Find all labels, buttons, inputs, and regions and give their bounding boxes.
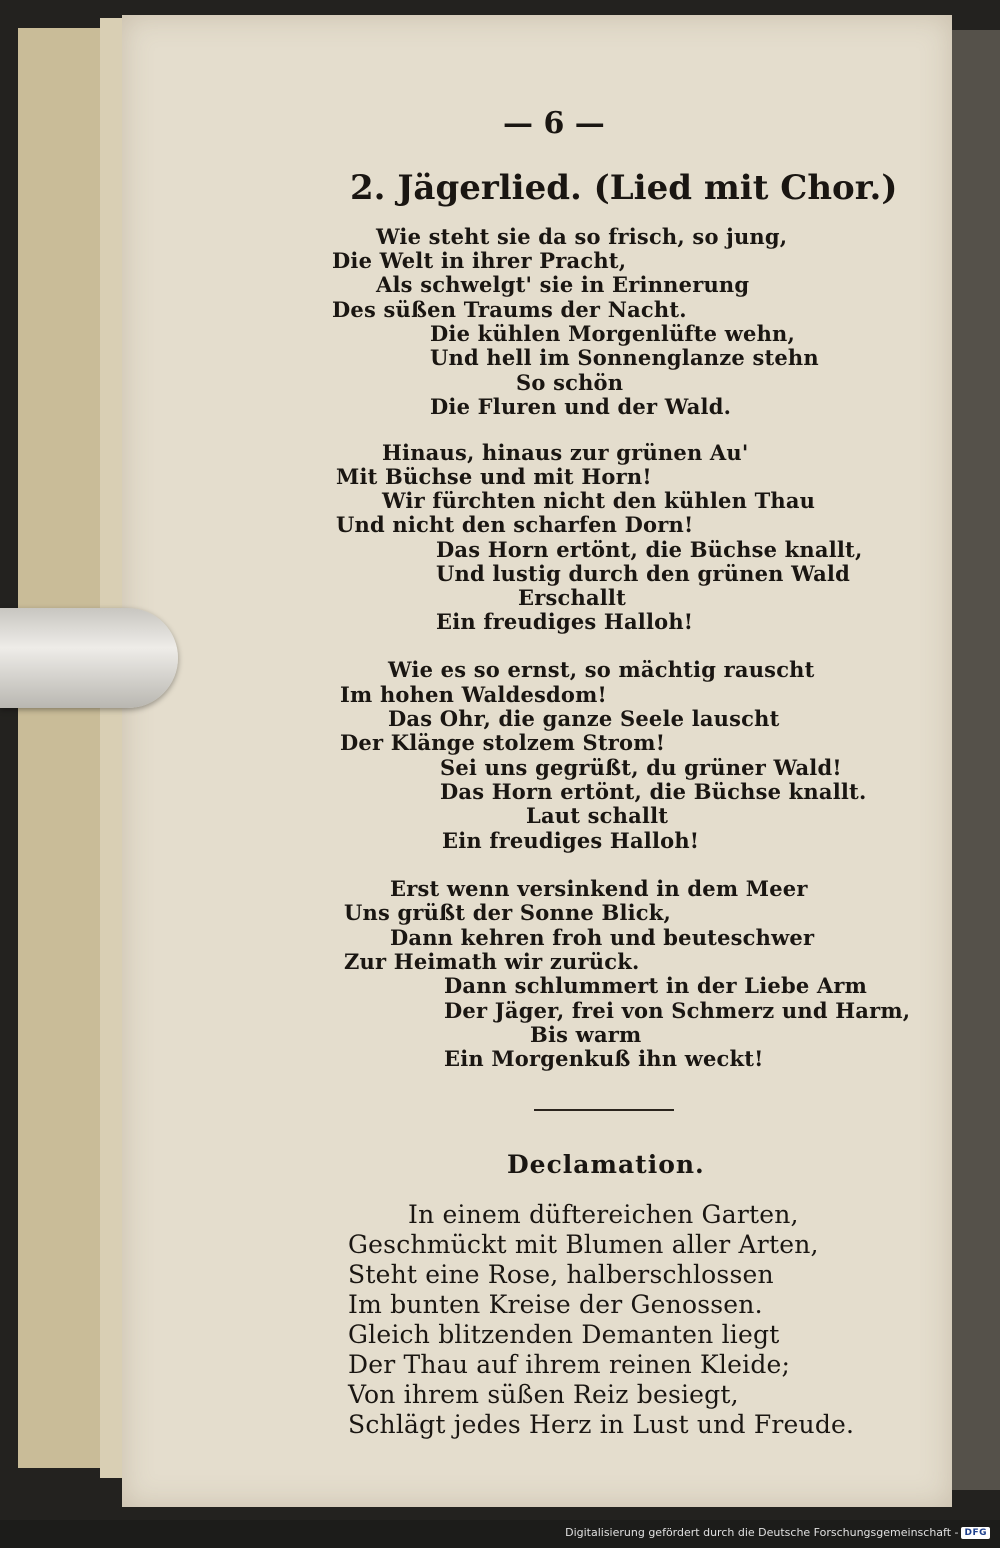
verse-line: Das Horn ertönt, die Büchse knallt. (440, 779, 867, 804)
declamation-line: Schlägt jedes Herz in Lust und Freude. (348, 1410, 855, 1439)
verse-line: Sei uns gegrüßt, du grüner Wald! (440, 755, 842, 780)
declamation-line: Steht eine Rose, halberschlossen (348, 1260, 774, 1289)
divider-rule (534, 1109, 674, 1111)
verse-line: Laut schallt (526, 803, 669, 828)
verse-line: Als schwelgt' sie in Erinnerung (376, 272, 750, 297)
declamation-line: Gleich blitzenden Demanten liegt (348, 1320, 780, 1349)
verse-line: Ein freudiges Halloh! (436, 609, 694, 634)
verse-line: Uns grüßt der Sonne Blick, (344, 900, 672, 925)
verse-line: Dann kehren froh und beuteschwer (390, 925, 815, 950)
verse-line: Die Welt in ihrer Pracht, (332, 248, 627, 273)
declamation-line: Im bunten Kreise der Genossen. (348, 1290, 763, 1319)
verse-line: Und nicht den scharfen Dorn! (336, 512, 694, 537)
verse-line: Erschallt (518, 585, 627, 610)
verse-line: Und lustig durch den grünen Wald (436, 561, 850, 586)
declamation-title: Declamation. (507, 1150, 705, 1179)
verse-line: Ein freudiges Halloh! (442, 828, 700, 853)
verse-line: Das Ohr, die ganze Seele lauscht (388, 706, 780, 731)
declamation-line: Geschmückt mit Blumen aller Arten, (348, 1230, 819, 1259)
verse-line: Hinaus, hinaus zur grünen Au' (382, 440, 749, 465)
dfg-logo: DFG (961, 1527, 990, 1539)
credit-text: Digitalisierung gefördert durch die Deutsche Forschungsgemeinschaft - (565, 1526, 959, 1539)
verse-line: Die kühlen Morgenlüfte wehn, (430, 321, 796, 346)
verse-line: Das Horn ertönt, die Büchse knallt, (436, 537, 863, 562)
verse-line: Bis warm (530, 1022, 642, 1047)
verse-line: Wie steht sie da so frisch, so jung, (376, 224, 788, 249)
verse-line: Zur Heimath wir zurück. (344, 949, 640, 974)
verse-line: Der Jäger, frei von Schmerz und Harm, (444, 998, 911, 1023)
verse-line: So schön (516, 370, 624, 395)
verse-line: Wir fürchten nicht den kühlen Thau (382, 488, 816, 513)
page-clip (0, 608, 178, 708)
song-title: 2. Jägerlied. (Lied mit Chor.) (350, 168, 898, 208)
verse-line: Wie es so ernst, so mächtig rauscht (388, 657, 815, 682)
verse-line: Im hohen Waldesdom! (340, 682, 607, 707)
verse-line: Erst wenn versinkend in dem Meer (390, 876, 808, 901)
declamation-line: In einem düftereichen Garten, (408, 1200, 799, 1229)
verse-line: Die Fluren und der Wald. (430, 394, 732, 419)
declamation-line: Der Thau auf ihrem reinen Kleide; (348, 1350, 791, 1379)
declamation-line: Von ihrem süßen Reiz besiegt, (348, 1380, 739, 1409)
digitization-credit (565, 1526, 990, 1539)
page-number: — 6 — (503, 106, 605, 141)
verse-line: Dann schlummert in der Liebe Arm (444, 973, 868, 998)
verse-line: Der Klänge stolzem Strom! (340, 730, 666, 755)
verse-line: Des süßen Traums der Nacht. (332, 297, 687, 322)
verse-line: Mit Büchse und mit Horn! (336, 464, 652, 489)
verse-line: Ein Morgenkuß ihn weckt! (444, 1046, 764, 1071)
verse-line: Und hell im Sonnenglanze stehn (430, 345, 819, 370)
